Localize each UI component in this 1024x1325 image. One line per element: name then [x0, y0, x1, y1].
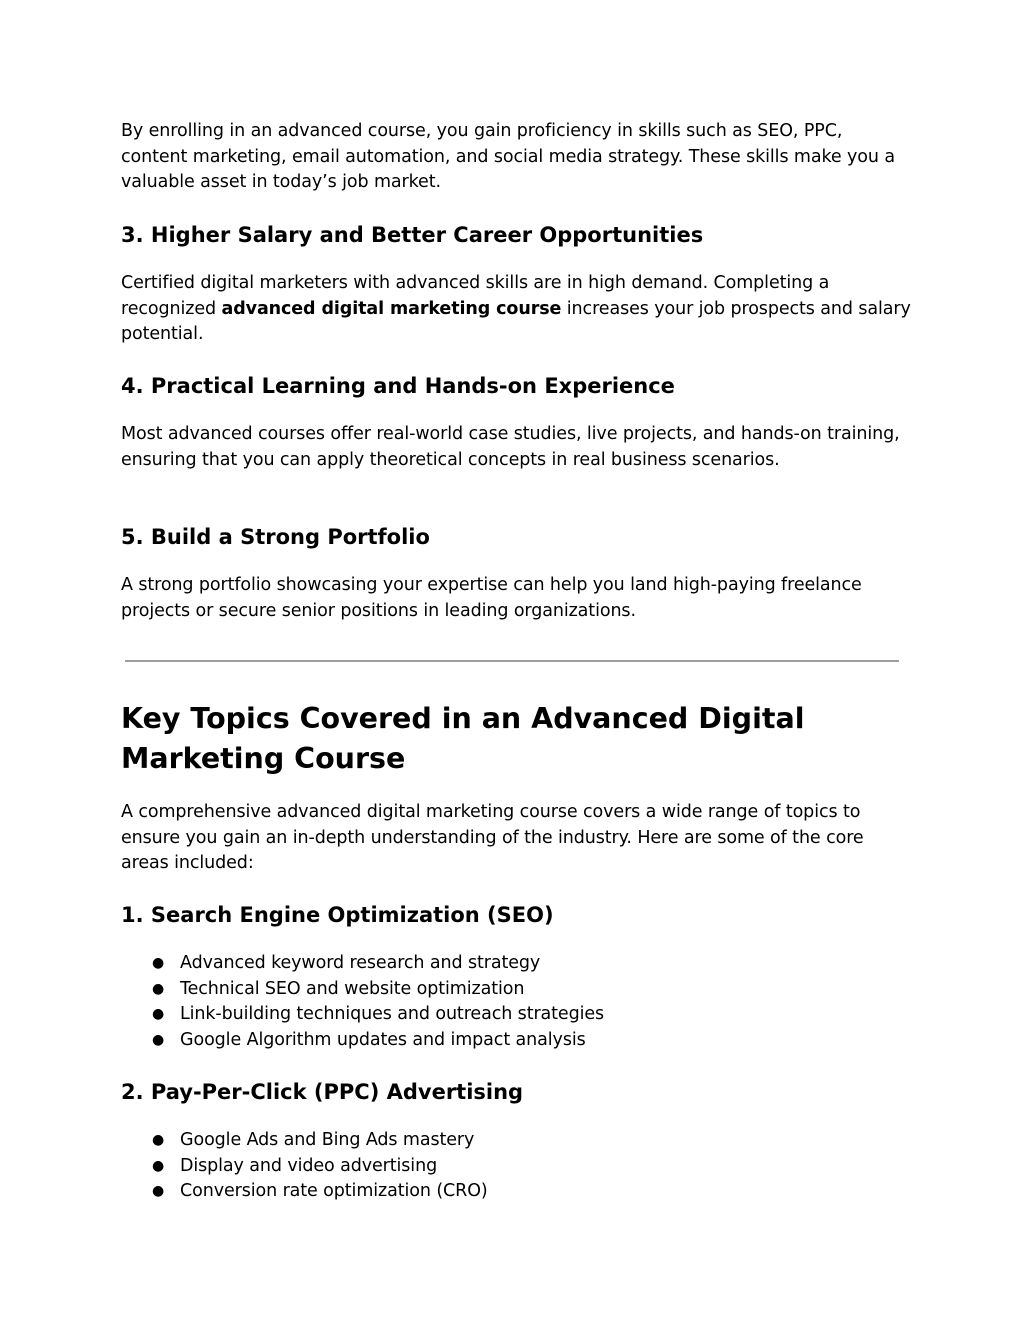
list-item — [121, 1179, 488, 1205]
section3-heading: 3. Higher Salary and Better Career Opportunities — [121, 223, 704, 247]
list-item — [121, 1028, 604, 1054]
bullet-icon: ● — [152, 1183, 165, 1200]
topic2-heading: 2. Pay-Per-Click (PPC) Advertising — [121, 1080, 524, 1104]
list-item-text: Link-building techniques and outreach strategies — [180, 1004, 605, 1025]
section4-paragraph: Most advanced courses offer real-world case studies, live projects, and hands-on training, ensuring that you can apply theoretical concepts in real business scenarios. — [121, 424, 900, 470]
section4-heading: 4. Practical Learning and Hands-on Experience — [121, 374, 675, 398]
topic1-list — [121, 951, 604, 1054]
bullet-icon: ● — [152, 1157, 165, 1174]
list-item-text: Google Algorithm updates and impact analysis — [180, 1030, 586, 1051]
section3-text-before: Certified digital marketers with advanced skills are in high demand. Completing a recognized — [121, 273, 830, 319]
list-item-text: Technical SEO and website optimization — [180, 978, 525, 999]
key-topics-intro: A comprehensive advanced digital marketing course covers a wide range of topics to ensure you gain an in-depth understanding of the industry. Here are some of the core areas included: — [121, 802, 864, 874]
section5-paragraph: A strong portfolio showcasing your expertise can help you land high-paying freelance projects or secure senior positions in leading organizations. — [121, 575, 862, 621]
list-item — [121, 951, 604, 977]
intro-paragraph: By enrolling in an advanced course, you gain proficiency in skills such as SEO, PPC, content marketing, email automation, and social media strategy. These skills make you a valuable asset in today’s job market. — [121, 121, 895, 193]
bullet-icon: ● — [152, 1032, 165, 1049]
list-item — [121, 1154, 488, 1180]
list-item-text: Conversion rate optimization (CRO) — [180, 1181, 488, 1202]
section3-bold-link-text: advanced digital marketing course — [221, 298, 562, 319]
list-item-text: Advanced keyword research and strategy — [180, 953, 541, 973]
bullet-icon: ● — [152, 955, 165, 971]
bullet-icon: ● — [152, 980, 165, 997]
list-item — [121, 1002, 604, 1028]
section3-paragraph — [121, 271, 911, 348]
horizontal-divider — [125, 660, 899, 662]
bullet-icon: ● — [152, 1006, 165, 1023]
list-item-text: Google Ads and Bing Ads mastery — [180, 1130, 475, 1150]
list-item — [121, 977, 604, 1003]
bullet-icon: ● — [152, 1132, 165, 1148]
topic1-heading: 1. Search Engine Optimization (SEO) — [121, 903, 554, 927]
list-item-text: Display and video advertising — [180, 1155, 438, 1176]
key-topics-heading: Key Topics Covered in an Advanced Digital Marketing Course — [121, 702, 805, 775]
list-item — [121, 1128, 488, 1154]
section5-heading: 5. Build a Strong Portfolio — [121, 525, 430, 549]
topic2-list — [121, 1128, 488, 1205]
section3-text-after: increases your job prospects and salary potential. — [121, 298, 911, 345]
